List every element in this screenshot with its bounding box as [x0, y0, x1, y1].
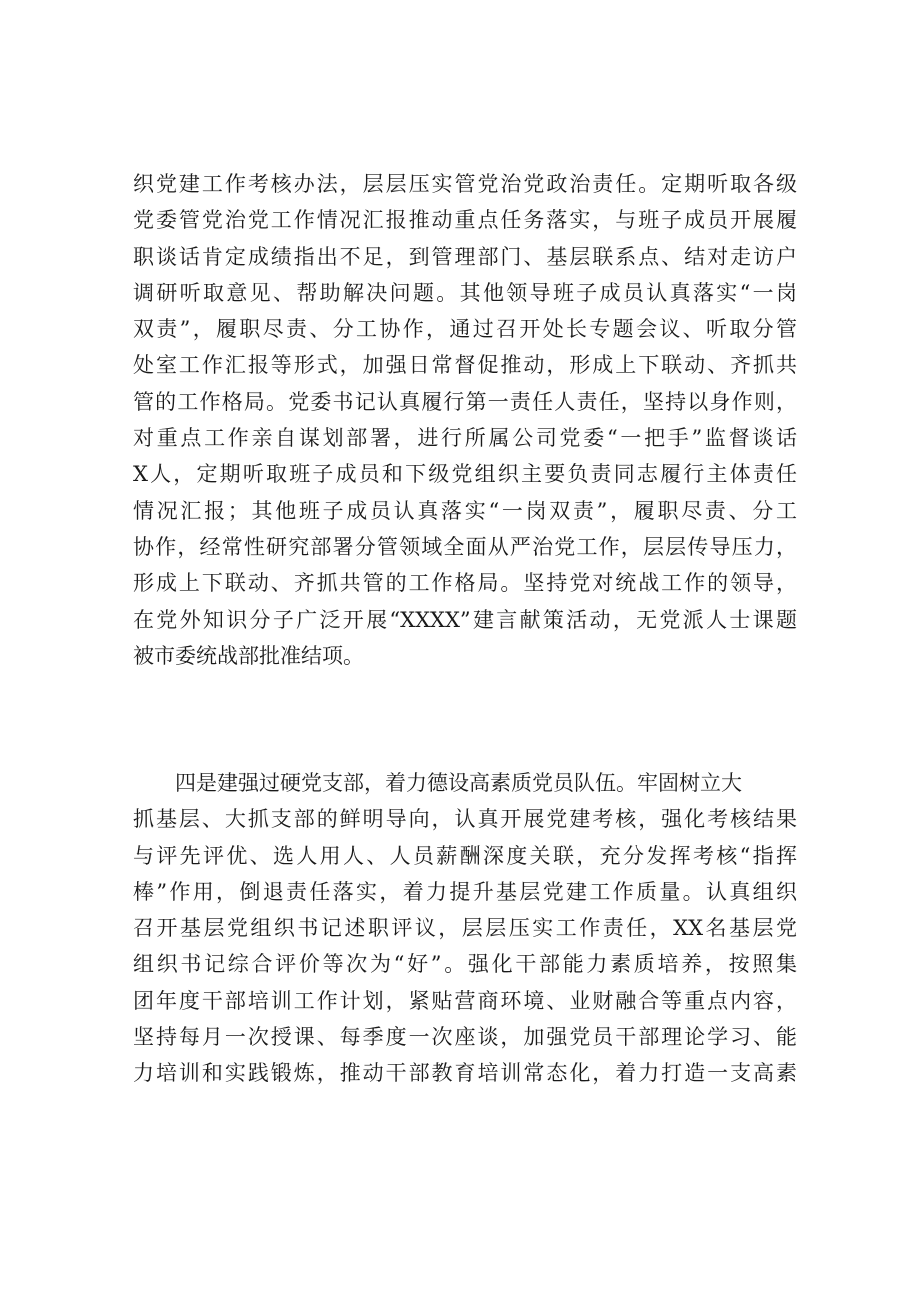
paragraph-1-line: 双责”，履职尽责、分工协作，通过召开处长专题会议、听取分管 [133, 317, 797, 342]
paragraph-2-line: 组织书记综合评价等次为“好”。强化干部能力素质培养，按照集 [133, 952, 797, 977]
paragraph-1-line: X人，定期听取班子成员和下级党组织主要负责同志履行主体责任 [133, 462, 797, 487]
paragraph-1-line: 处室工作汇报等形式，加强日常督促推动，形成上下联动、齐抓共 [133, 353, 797, 378]
paragraph-1-line: 职谈话肯定成绩指出不足，到管理部门、基层联系点、结对走访户 [133, 244, 797, 269]
paragraph-1-line: 被市委统战部批准结项。 [133, 643, 364, 668]
paragraph-1 [133, 166, 797, 674]
paragraph-1-line: 管的工作格局。党委书记认真履行第一责任人责任，坚持以身作则， [133, 389, 797, 414]
paragraph-1-line: 织党建工作考核办法，层层压实管党治党政治责任。定期听取各级 [133, 172, 797, 196]
paragraph-2 [133, 765, 797, 1092]
paragraph-1-line: 对重点工作亲自谋划部署，进行所属公司党委“一把手”监督谈话 [133, 426, 797, 451]
paragraph-2-line: 召开基层党组织书记述职评议，层层压实工作责任，XX名基层党 [133, 916, 797, 941]
paragraph-1-line: 在党外知识分子广泛开展“XXXX”建言献策活动，无党派人士课题 [133, 607, 797, 632]
paragraph-2-line: 团年度干部培训工作计划，紧贴营商环境、业财融合等重点内容， [133, 988, 797, 1013]
paragraph-2-line: 棒”作用，倒退责任落实，着力提升基层党建工作质量。认真组织 [133, 879, 797, 904]
paragraph-2-line: 坚持每月一次授课、每季度一次座谈，加强党员干部理论学习、能 [133, 1025, 797, 1050]
paragraph-1-line: 情况汇报；其他班子成员认真落实“一岗双责”，履职尽责、分工 [133, 498, 797, 523]
paragraph-2-line: 力培训和实践锻炼，推动干部教育培训常态化，着力打造一支高素 [133, 1061, 797, 1086]
paragraph-1-line: 协作，经常性研究部署分管领域全面从严治党工作，层层传导压力， [133, 534, 797, 559]
paragraph-1-line: 形成上下联动、齐抓共管的工作格局。坚持党对统战工作的领导， [133, 571, 797, 596]
paragraph-2-first-line: 四是建强过硬党支部，着力德设高素质党员队伍。牢固树立大 [175, 771, 742, 795]
paragraph-2-line: 抓基层、大抓支部的鲜明导向，认真开展党建考核，强化考核结果 [133, 807, 797, 832]
paragraph-1-line: 调研听取意见、帮助解决问题。其他领导班子成员认真落实“一岗 [133, 280, 797, 305]
paragraph-2-line: 与评先评优、选人用人、人员薪酬深度关联，充分发挥考核“指挥 [133, 843, 797, 868]
paragraph-1-line: 党委管党治党工作情况汇报推动重点任务落实，与班子成员开展履 [133, 208, 797, 233]
